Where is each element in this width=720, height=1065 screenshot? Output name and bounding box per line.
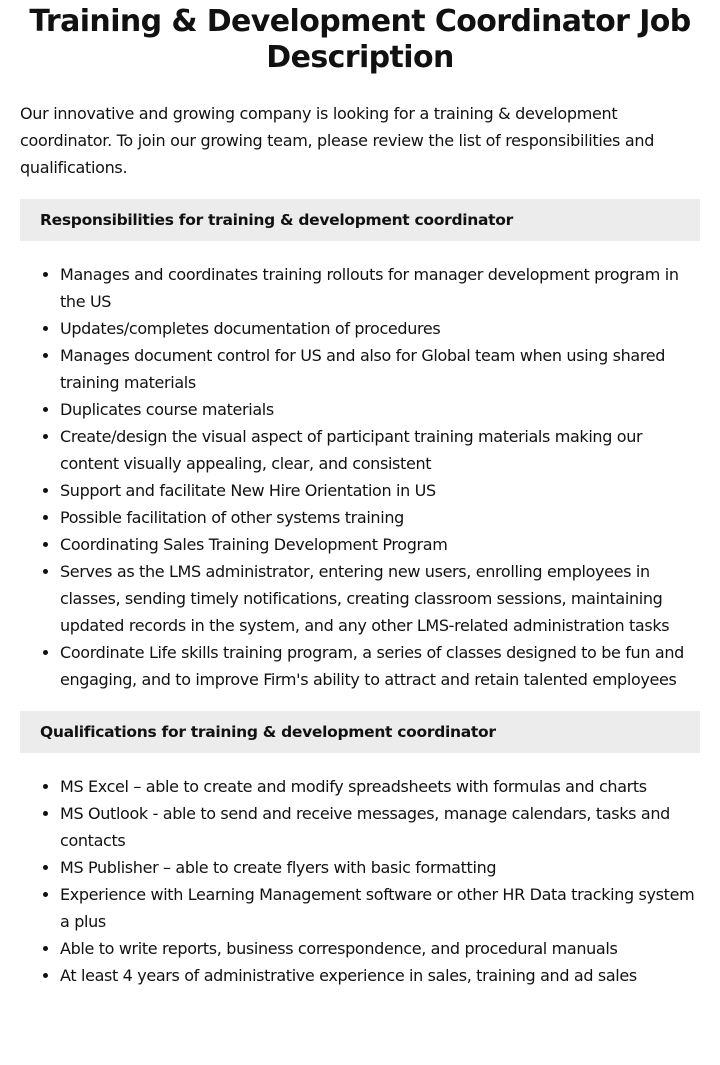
responsibility-item: Updates/completes documentation of procedures (60, 315, 700, 342)
responsibilities-list (20, 261, 700, 693)
intro-paragraph: Our innovative and growing company is looking for a training & development coordinator. To join our growing team, please review the list of responsibilities and qualifications. (20, 104, 655, 177)
responsibility-item: Duplicates course materials (60, 396, 700, 423)
qualification-item: Able to write reports, business correspondence, and procedural manuals (60, 935, 700, 962)
responsibility-item: Serves as the LMS administrator, entering new users, enrolling employees in classes, sending timely notifications, creating classroom sessions, maintaining updated records in the system, and any other LMS-related administration tasks (60, 558, 700, 639)
qualifications-heading: Qualifications for training & development coordinator (20, 711, 700, 753)
qualification-item: MS Publisher – able to create flyers with basic formatting (60, 854, 700, 881)
qualification-item: At least 4 years of administrative experience in sales, training and ad sales (60, 962, 700, 989)
responsibility-item: Possible facilitation of other systems training (60, 504, 700, 531)
responsibility-item: Create/design the visual aspect of participant training materials making our content visually appealing, clear, and consistent (60, 423, 700, 477)
responsibilities-heading: Responsibilities for training & development coordinator (20, 199, 700, 241)
responsibility-item: Coordinating Sales Training Development Program (60, 531, 700, 558)
responsibility-item: Manages and coordinates training rollouts for manager development program in the US (60, 261, 700, 315)
qualifications-list (20, 773, 700, 989)
qualification-item: MS Excel – able to create and modify spreadsheets with formulas and charts (60, 773, 700, 800)
responsibility-item: Manages document control for US and also for Global team when using shared training materials (60, 342, 700, 396)
qualification-item: Experience with Learning Management software or other HR Data tracking system a plus (60, 881, 700, 935)
responsibility-item: Coordinate Life skills training program, a series of classes designed to be fun and engaging, and to improve Firm's ability to attract and retain talented employees (60, 639, 700, 693)
responsibility-item: Support and facilitate New Hire Orientation in US (60, 477, 700, 504)
qualification-item: MS Outlook - able to send and receive messages, manage calendars, tasks and contacts (60, 800, 700, 854)
page-title: Training & Development Coordinator Job Description (29, 4, 691, 75)
